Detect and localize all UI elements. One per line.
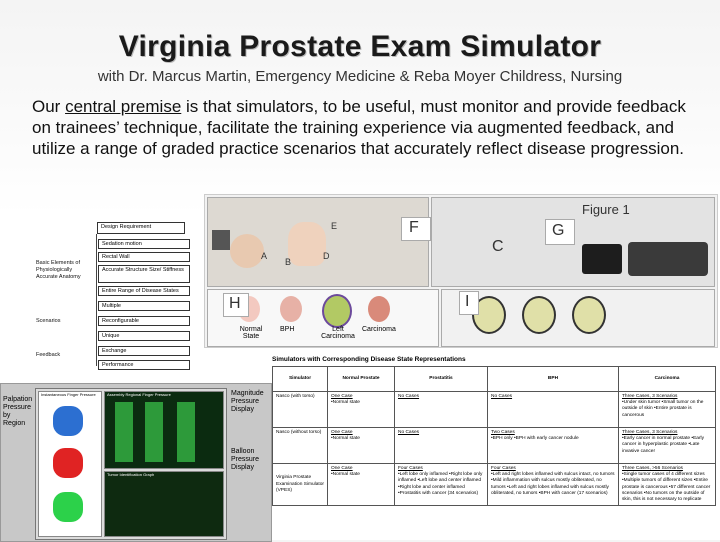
label-i: I: [465, 293, 470, 310]
label-g-box: [545, 219, 575, 245]
table-header-row: [273, 367, 716, 392]
label-g: G: [552, 222, 565, 239]
label-b: B: [285, 257, 292, 267]
header-cell: Normal Prostate: [328, 367, 395, 392]
chart-title: Assembly Regional Finger Pressure: [107, 392, 171, 397]
page-subtitle: with Dr. Marcus Martin, Emergency Medicine & Reba Moyer Childress, Nursing: [97, 68, 623, 85]
figure-caption: Figure 1: [582, 202, 630, 217]
tumor-graph: [104, 471, 224, 537]
chart-title: Tumor Identification Graph: [107, 472, 155, 477]
rig-part: [628, 242, 708, 276]
flow-left-label-feedback: Feedback: [36, 352, 61, 358]
normal-cell: One Case •Normal state: [328, 464, 395, 506]
label-e: E: [331, 221, 338, 231]
label-h-box: [223, 293, 249, 317]
flow-item: Accurate Structure Size/ Stiffness: [98, 265, 190, 283]
page-title: Virginia Prostate Exam Simulator: [118, 30, 602, 63]
bph-cell: No Cases: [488, 392, 619, 428]
pelvis-model: [288, 222, 326, 266]
h-sub-label: Normal State: [239, 326, 263, 340]
carcinoma-cell: Three Cases, 3 Scenarios •Under skin tumor •Small tumor on the outside of skin •Entire prostate is cancerous: [619, 392, 716, 428]
label-d: D: [323, 251, 330, 261]
premise-underlined: central premise: [65, 97, 182, 116]
box-part: [212, 230, 230, 250]
label-h: H: [229, 295, 241, 312]
h-sub-label: BPH: [280, 326, 295, 333]
bph-cell: Four Cases •Left and right lobes inflamed with sulcus intact, no tumors •Mild inflammation with sulcus mostly obliterated, no tumors •Left and right lobes inflamed with sulcus mostly obliterated, no tumors •BPH with cancer (17 scenarios): [488, 464, 619, 506]
table-caption: Simulators with Corresponding Disease State Representations: [272, 356, 466, 363]
simulator-table: [272, 366, 716, 506]
palpation-label: Palpation Pressure by Region: [3, 396, 33, 427]
normal-cell: One Case •Normal state: [328, 428, 395, 464]
simulator-photo: [207, 197, 429, 287]
pressure-display-image: [0, 383, 272, 542]
finger-diagram: [38, 391, 102, 537]
flow-item: Performance: [98, 360, 190, 370]
carcinoma-cell: Three Cases, 3 Scenarios •Early cancer in normal prostate •Early cancer in hyperplastic prostate •Late invasive cancer: [619, 428, 716, 464]
header-cell: BPH: [488, 367, 619, 392]
chart-title: Instantaneous Finger Pressure: [41, 392, 96, 397]
label-i-box: [459, 291, 479, 315]
header-cell: Carcinoma: [619, 367, 716, 392]
flow-left-label-scenarios: Scenarios: [36, 318, 61, 324]
label-f-box: [401, 217, 431, 241]
premise-before: Our: [32, 97, 66, 116]
flow-item: Sedation motion: [98, 239, 190, 249]
magnitude-label: Magnitude Pressure Display: [231, 390, 264, 413]
flow-item: Reconfigurable: [98, 316, 190, 326]
label-f: F: [409, 219, 419, 236]
prostatitis-cell: No Cases: [395, 392, 488, 428]
flow-item: Unique: [98, 331, 190, 341]
label-c: C: [492, 238, 504, 255]
actuator-part: [582, 244, 622, 274]
flow-left-label-anatomy: Basic Elements of Physiologically Accurate Anatomy: [36, 260, 81, 280]
table-row: [273, 428, 716, 464]
label-a: A: [261, 251, 268, 261]
flow-item: Rectal Wall: [98, 252, 190, 262]
premise-after: is that simulators, to be useful, must monitor and provide feedback on trainees’ technique, facilitate the training experience via augmented feedback, and utilize a range of graded practice scenarios that accurately reflect disease progression.: [32, 97, 686, 158]
premise-paragraph: [32, 96, 697, 159]
diagram-panel: [441, 289, 715, 347]
carcinoma-cell: Three Cases, >56 Scenarios •Single tumor cases of 4 different sizes •Multiple tumors of different sizes •Entire prostate is cancerous •57 different cancer scenarios •No tumors on the outside of skin, this is not necessary to replicate: [619, 464, 716, 506]
regional-pressure-chart: [104, 391, 224, 469]
h-sub-label: Left Carcinoma: [321, 326, 355, 340]
flow-top-box: Design Requirement: [97, 222, 185, 234]
prostatitis-cell: Four Cases •Left lobe only inflamed •Right lobe only inflamed •Left lobe and center inflamed •Right lobe and center inflamed •Prostatitis with cancer (34 scenarios): [395, 464, 488, 506]
sim-cell: Nasco (with torso): [273, 392, 328, 428]
flow-item: Multiple: [98, 301, 190, 311]
balloon-label: Balloon Pressure Display: [231, 448, 260, 471]
header-cell: Simulator: [273, 367, 328, 392]
sim-cell: Virginia Prostate Examination Simulator (VPES): [273, 464, 328, 506]
torso-model: [230, 234, 264, 268]
software-window: [35, 388, 227, 540]
prostatitis-cell: No Cases: [395, 428, 488, 464]
flow-item: Exchange: [98, 346, 190, 356]
table-row: [273, 392, 716, 428]
figure-1-photo: [204, 194, 718, 348]
normal-cell: One Case •Normal state: [328, 392, 395, 428]
table-row: [273, 464, 716, 506]
bph-cell: Two Cases •BPH only •BPH with early cancer nodule: [488, 428, 619, 464]
sim-cell: Nasco (without torso): [273, 428, 328, 464]
flow-item: Entire Range of Disease States: [98, 286, 190, 296]
h-sub-label: Carcinoma: [362, 326, 396, 333]
header-cell: Prostatitis: [395, 367, 488, 392]
